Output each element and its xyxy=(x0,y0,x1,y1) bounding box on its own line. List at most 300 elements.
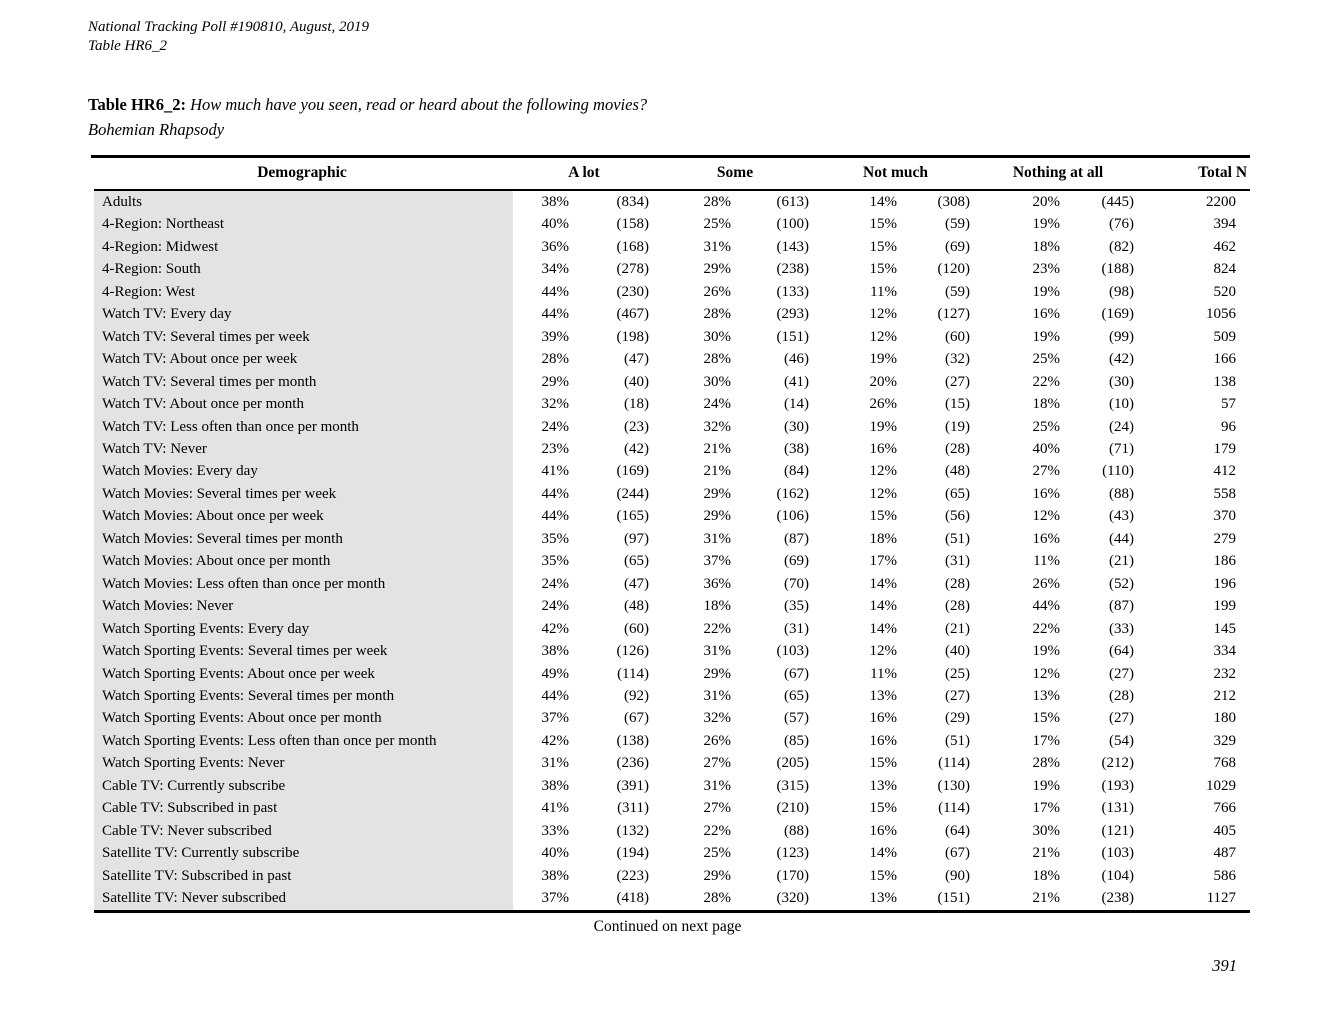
table-title-label: Table HR6_2: xyxy=(88,95,186,114)
count-cell: (230) xyxy=(616,283,649,300)
total-n-cell: 186 xyxy=(1213,553,1237,570)
header-row xyxy=(91,157,1250,191)
demographic-cell: Watch Sporting Events: Several times per week xyxy=(91,640,513,662)
total-n-cell: 138 xyxy=(1213,373,1237,390)
count-cell: (41) xyxy=(784,373,810,390)
table-row xyxy=(91,438,1250,460)
percentage-cell: 16% xyxy=(869,710,898,727)
poll-title: National Tracking Poll #190810, August, 2019 xyxy=(88,19,369,35)
count-cell: (143) xyxy=(776,238,810,255)
demographic-cell: Cable TV: Never subscribed xyxy=(91,820,513,842)
count-cell: (238) xyxy=(1101,890,1135,907)
total-n-cell: 96 xyxy=(1221,418,1237,435)
percentage-cell: 15% xyxy=(869,867,898,884)
table-row xyxy=(91,820,1250,842)
count-cell: (21) xyxy=(1109,553,1135,570)
demographic-cell: Watch TV: Less often than once per month xyxy=(91,416,513,438)
percentage-cell: 11% xyxy=(870,283,898,300)
count-cell: (104) xyxy=(1101,867,1135,884)
table-row xyxy=(91,775,1250,797)
col-header-nothing-at-all: Nothing at all xyxy=(976,157,1140,191)
table-row xyxy=(91,281,1250,303)
count-cell: (138) xyxy=(616,732,649,749)
percentage-cell: 18% xyxy=(869,530,898,547)
percentage-cell: 29% xyxy=(541,373,569,390)
table-reference: Table HR6_2 xyxy=(88,38,168,54)
percentage-cell: 28% xyxy=(703,306,731,323)
percentage-cell: 12% xyxy=(869,485,898,502)
count-cell: (158) xyxy=(616,216,649,233)
count-cell: (48) xyxy=(624,598,649,615)
count-cell: (169) xyxy=(616,463,649,480)
count-cell: (88) xyxy=(784,822,810,839)
percentage-cell: 14% xyxy=(869,575,898,592)
table-title-line xyxy=(88,92,1247,117)
count-cell: (27) xyxy=(945,687,971,704)
percentage-cell: 28% xyxy=(541,351,569,368)
count-cell: (613) xyxy=(776,194,810,210)
count-cell: (65) xyxy=(624,553,649,570)
count-cell: (27) xyxy=(1109,710,1135,727)
col-header-total-n: Total N xyxy=(1140,157,1250,191)
total-n-cell: 196 xyxy=(1213,575,1237,592)
percentage-cell: 26% xyxy=(1032,575,1061,592)
percentage-cell: 15% xyxy=(869,508,898,525)
percentage-cell: 42% xyxy=(541,732,569,749)
percentage-cell: 26% xyxy=(869,396,898,413)
col-header-demographic: Demographic xyxy=(91,157,513,191)
total-n-cell: 232 xyxy=(1213,665,1237,682)
percentage-cell: 31% xyxy=(703,530,731,547)
percentage-cell: 40% xyxy=(541,216,569,233)
percentage-cell: 21% xyxy=(1032,890,1061,907)
count-cell: (32) xyxy=(945,351,971,368)
count-cell: (33) xyxy=(1109,620,1135,637)
count-cell: (132) xyxy=(616,822,649,839)
count-cell: (151) xyxy=(937,890,971,907)
count-cell: (38) xyxy=(784,440,810,457)
table-title xyxy=(88,92,1247,142)
percentage-cell: 24% xyxy=(703,396,731,413)
count-cell: (48) xyxy=(945,463,971,480)
demographic-cell: 4-Region: South xyxy=(91,258,513,280)
percentage-cell: 22% xyxy=(703,620,731,637)
percentage-cell: 28% xyxy=(703,890,731,907)
count-cell: (19) xyxy=(945,418,971,435)
percentage-cell: 12% xyxy=(869,463,898,480)
table-row xyxy=(91,865,1250,887)
total-n-cell: 405 xyxy=(1213,822,1237,839)
continued-note: Continued on next page xyxy=(593,917,742,935)
percentage-cell: 12% xyxy=(1032,508,1061,525)
total-n-cell: 1127 xyxy=(1206,890,1237,907)
count-cell: (28) xyxy=(945,440,971,457)
count-cell: (40) xyxy=(945,643,971,660)
percentage-cell: 19% xyxy=(869,351,898,368)
percentage-cell: 34% xyxy=(541,261,569,278)
total-n-cell: 768 xyxy=(1213,755,1237,772)
table-row xyxy=(91,730,1250,752)
percentage-cell: 27% xyxy=(703,755,731,772)
count-cell: (445) xyxy=(1101,194,1135,210)
demographic-cell: Watch Movies: Never xyxy=(91,595,513,617)
percentage-cell: 12% xyxy=(1032,665,1061,682)
percentage-cell: 42% xyxy=(541,620,569,637)
percentage-cell: 14% xyxy=(869,194,898,210)
percentage-cell: 24% xyxy=(541,418,569,435)
percentage-cell: 29% xyxy=(703,508,731,525)
col-header-not-much: Not much xyxy=(815,157,976,191)
count-cell: (69) xyxy=(784,553,810,570)
demographic-cell: Cable TV: Currently subscribe xyxy=(91,775,513,797)
count-cell: (28) xyxy=(945,598,971,615)
percentage-cell: 19% xyxy=(869,418,898,435)
count-cell: (82) xyxy=(1109,238,1135,255)
table-row xyxy=(91,371,1250,393)
total-n-cell: 1056 xyxy=(1206,306,1237,323)
percentage-cell: 19% xyxy=(1032,777,1061,794)
count-cell: (64) xyxy=(1109,643,1135,660)
count-cell: (42) xyxy=(1109,351,1135,368)
col-header-a-lot: A lot xyxy=(513,157,655,191)
count-cell: (126) xyxy=(616,643,649,660)
count-cell: (52) xyxy=(1109,575,1135,592)
col-header-some: Some xyxy=(655,157,815,191)
percentage-cell: 16% xyxy=(1032,530,1061,547)
total-n-cell: 462 xyxy=(1213,238,1237,255)
total-n-cell: 586 xyxy=(1213,867,1237,884)
demographic-cell: Satellite TV: Subscribed in past xyxy=(91,865,513,887)
percentage-cell: 26% xyxy=(703,732,731,749)
count-cell: (10) xyxy=(1109,396,1135,413)
count-cell: (212) xyxy=(1101,755,1135,772)
count-cell: (131) xyxy=(1101,800,1135,817)
table-row xyxy=(91,505,1250,527)
percentage-cell: 37% xyxy=(541,710,569,727)
table-row xyxy=(91,236,1250,258)
percentage-cell: 32% xyxy=(703,710,731,727)
percentage-cell: 49% xyxy=(541,665,569,682)
count-cell: (67) xyxy=(624,710,649,727)
count-cell: (99) xyxy=(1109,328,1135,345)
percentage-cell: 16% xyxy=(869,732,898,749)
count-cell: (834) xyxy=(616,194,649,210)
percentage-cell: 30% xyxy=(703,373,731,390)
percentage-cell: 21% xyxy=(703,463,731,480)
percentage-cell: 21% xyxy=(703,440,731,457)
count-cell: (97) xyxy=(624,530,649,547)
table-row xyxy=(91,685,1250,707)
count-cell: (69) xyxy=(945,238,971,255)
total-n-cell: 179 xyxy=(1213,440,1237,457)
table-row xyxy=(91,618,1250,640)
percentage-cell: 16% xyxy=(869,440,898,457)
total-n-cell: 166 xyxy=(1213,351,1237,368)
count-cell: (70) xyxy=(784,575,810,592)
percentage-cell: 35% xyxy=(541,553,569,570)
percentage-cell: 29% xyxy=(703,261,731,278)
percentage-cell: 18% xyxy=(1032,238,1061,255)
count-cell: (46) xyxy=(784,351,810,368)
percentage-cell: 29% xyxy=(703,485,731,502)
percentage-cell: 24% xyxy=(541,598,569,615)
count-cell: (18) xyxy=(624,396,649,413)
count-cell: (14) xyxy=(784,396,810,413)
percentage-cell: 27% xyxy=(703,800,731,817)
count-cell: (51) xyxy=(945,732,971,749)
count-cell: (84) xyxy=(784,463,810,480)
total-n-cell: 2200 xyxy=(1206,194,1237,210)
table-row xyxy=(91,326,1250,348)
demographic-cell: Watch Sporting Events: About once per week xyxy=(91,663,513,685)
table-row xyxy=(91,528,1250,550)
count-cell: (92) xyxy=(624,687,649,704)
count-cell: (60) xyxy=(624,620,649,637)
total-n-cell: 412 xyxy=(1213,463,1237,480)
percentage-cell: 29% xyxy=(703,867,731,884)
percentage-cell: 15% xyxy=(869,216,898,233)
percentage-cell: 24% xyxy=(541,575,569,592)
percentage-cell: 26% xyxy=(703,283,731,300)
count-cell: (311) xyxy=(617,800,649,817)
table-row xyxy=(91,348,1250,370)
table-row xyxy=(91,416,1250,438)
percentage-cell: 32% xyxy=(703,418,731,435)
total-n-cell: 370 xyxy=(1213,508,1237,525)
table-row xyxy=(91,797,1250,819)
percentage-cell: 33% xyxy=(541,822,569,839)
count-cell: (15) xyxy=(945,396,971,413)
percentage-cell: 44% xyxy=(541,687,569,704)
demographic-cell: Watch TV: Several times per week xyxy=(91,326,513,348)
percentage-cell: 41% xyxy=(541,800,569,817)
table-row xyxy=(91,595,1250,617)
table-row xyxy=(91,303,1250,325)
percentage-cell: 22% xyxy=(1032,373,1061,390)
count-cell: (85) xyxy=(784,732,810,749)
count-cell: (278) xyxy=(616,261,649,278)
demographic-cell: Watch Movies: Several times per month xyxy=(91,528,513,550)
table-row xyxy=(91,213,1250,235)
percentage-cell: 44% xyxy=(541,306,569,323)
percentage-cell: 15% xyxy=(1032,710,1061,727)
percentage-cell: 38% xyxy=(541,194,569,210)
percentage-cell: 37% xyxy=(703,553,731,570)
demographic-cell: 4-Region: Midwest xyxy=(91,236,513,258)
percentage-cell: 19% xyxy=(1032,328,1061,345)
count-cell: (67) xyxy=(784,665,810,682)
count-cell: (64) xyxy=(945,822,971,839)
percentage-cell: 18% xyxy=(703,598,731,615)
count-cell: (67) xyxy=(945,845,971,862)
count-cell: (169) xyxy=(1101,306,1135,323)
percentage-cell: 29% xyxy=(703,665,731,682)
percentage-cell: 15% xyxy=(869,238,898,255)
crosstab-table xyxy=(88,155,1250,913)
count-cell: (21) xyxy=(945,620,971,637)
count-cell: (188) xyxy=(1101,261,1135,278)
table-row xyxy=(91,483,1250,505)
count-cell: (98) xyxy=(1109,283,1135,300)
demographic-cell: Watch Movies: Less often than once per month xyxy=(91,573,513,595)
count-cell: (120) xyxy=(937,261,971,278)
count-cell: (121) xyxy=(1101,822,1135,839)
count-cell: (127) xyxy=(937,306,971,323)
count-cell: (467) xyxy=(616,306,649,323)
count-cell: (31) xyxy=(945,553,971,570)
percentage-cell: 27% xyxy=(1032,463,1061,480)
percentage-cell: 31% xyxy=(703,643,731,660)
count-cell: (114) xyxy=(938,755,971,772)
demographic-cell: Cable TV: Subscribed in past xyxy=(91,797,513,819)
count-cell: (100) xyxy=(776,216,810,233)
table-row xyxy=(91,752,1250,774)
count-cell: (103) xyxy=(1101,845,1135,862)
demographic-cell: Watch Movies: Several times per week xyxy=(91,483,513,505)
count-cell: (106) xyxy=(776,508,810,525)
count-cell: (170) xyxy=(776,867,810,884)
count-cell: (35) xyxy=(784,598,810,615)
page-number: 391 xyxy=(1212,956,1237,975)
percentage-cell: 44% xyxy=(541,485,569,502)
count-cell: (315) xyxy=(776,777,810,794)
count-cell: (24) xyxy=(1109,418,1135,435)
count-cell: (28) xyxy=(945,575,971,592)
demographic-cell: Watch Sporting Events: Never xyxy=(91,752,513,774)
table-row xyxy=(91,887,1250,911)
percentage-cell: 28% xyxy=(703,194,731,210)
percentage-cell: 31% xyxy=(541,755,569,772)
count-cell: (236) xyxy=(616,755,649,772)
table-row xyxy=(91,640,1250,662)
total-n-cell: 394 xyxy=(1213,216,1237,233)
count-cell: (238) xyxy=(776,261,810,278)
count-cell: (51) xyxy=(945,530,971,547)
count-cell: (27) xyxy=(945,373,971,390)
count-cell: (76) xyxy=(1109,216,1135,233)
percentage-cell: 20% xyxy=(869,373,898,390)
count-cell: (114) xyxy=(938,800,971,817)
count-cell: (71) xyxy=(1109,440,1135,457)
count-cell: (47) xyxy=(624,575,649,592)
count-cell: (198) xyxy=(616,328,649,345)
count-cell: (44) xyxy=(1109,530,1135,547)
percentage-cell: 14% xyxy=(869,620,898,637)
count-cell: (194) xyxy=(616,845,649,862)
percentage-cell: 36% xyxy=(703,575,731,592)
total-n-cell: 199 xyxy=(1213,598,1237,615)
demographic-cell: Watch Sporting Events: Every day xyxy=(91,618,513,640)
count-cell: (162) xyxy=(776,485,810,502)
total-n-cell: 766 xyxy=(1213,800,1237,817)
percentage-cell: 35% xyxy=(541,530,569,547)
percentage-cell: 23% xyxy=(1032,261,1061,278)
percentage-cell: 38% xyxy=(541,777,569,794)
percentage-cell: 38% xyxy=(541,643,569,660)
percentage-cell: 19% xyxy=(1032,643,1061,660)
count-cell: (205) xyxy=(776,755,810,772)
demographic-cell: Watch TV: Never xyxy=(91,438,513,460)
total-n-cell: 558 xyxy=(1213,485,1237,502)
count-cell: (59) xyxy=(945,216,971,233)
percentage-cell: 11% xyxy=(870,665,898,682)
percentage-cell: 41% xyxy=(541,463,569,480)
demographic-cell: Watch Sporting Events: About once per month xyxy=(91,707,513,729)
percentage-cell: 15% xyxy=(869,755,898,772)
percentage-cell: 11% xyxy=(1033,553,1061,570)
demographic-cell: Watch Sporting Events: Several times per month xyxy=(91,685,513,707)
percentage-cell: 23% xyxy=(541,440,569,457)
percentage-cell: 19% xyxy=(1032,216,1061,233)
demographic-cell: Watch TV: About once per month xyxy=(91,393,513,415)
percentage-cell: 28% xyxy=(703,351,731,368)
percentage-cell: 18% xyxy=(1032,396,1061,413)
percentage-cell: 31% xyxy=(703,238,731,255)
demographic-cell: Watch TV: Several times per month xyxy=(91,371,513,393)
table-row xyxy=(91,573,1250,595)
count-cell: (90) xyxy=(945,867,971,884)
percentage-cell: 31% xyxy=(703,777,731,794)
count-cell: (293) xyxy=(776,306,810,323)
count-cell: (223) xyxy=(616,867,649,884)
percentage-cell: 14% xyxy=(869,598,898,615)
count-cell: (47) xyxy=(624,351,649,368)
percentage-cell: 22% xyxy=(1032,620,1061,637)
count-cell: (244) xyxy=(616,485,649,502)
count-cell: (42) xyxy=(624,440,649,457)
percentage-cell: 44% xyxy=(1032,598,1061,615)
count-cell: (60) xyxy=(945,328,971,345)
table-row xyxy=(91,393,1250,415)
count-cell: (23) xyxy=(624,418,649,435)
count-cell: (43) xyxy=(1109,508,1135,525)
count-cell: (193) xyxy=(1101,777,1135,794)
count-cell: (65) xyxy=(945,485,971,502)
count-cell: (59) xyxy=(945,283,971,300)
total-n-cell: 487 xyxy=(1213,845,1237,862)
demographic-cell: Watch Sporting Events: Less often than once per month xyxy=(91,730,513,752)
count-cell: (168) xyxy=(616,238,649,255)
percentage-cell: 40% xyxy=(1032,440,1061,457)
percentage-cell: 12% xyxy=(869,306,898,323)
percentage-cell: 17% xyxy=(869,553,898,570)
demographic-cell: Adults xyxy=(91,190,513,213)
demographic-cell: 4-Region: West xyxy=(91,281,513,303)
percentage-cell: 15% xyxy=(869,261,898,278)
count-cell: (28) xyxy=(1109,687,1135,704)
total-n-cell: 824 xyxy=(1213,261,1237,278)
table-row xyxy=(91,842,1250,864)
table-row xyxy=(91,258,1250,280)
percentage-cell: 25% xyxy=(1032,418,1061,435)
percentage-cell: 37% xyxy=(541,890,569,907)
total-n-cell: 334 xyxy=(1213,643,1237,660)
percentage-cell: 15% xyxy=(869,800,898,817)
percentage-cell: 19% xyxy=(1032,283,1061,300)
demographic-cell: Watch Movies: About once per month xyxy=(91,550,513,572)
percentage-cell: 13% xyxy=(869,687,898,704)
table-title-subject: Bohemian Rhapsody xyxy=(88,120,225,139)
percentage-cell: 44% xyxy=(541,283,569,300)
count-cell: (320) xyxy=(776,890,810,907)
percentage-cell: 38% xyxy=(541,867,569,884)
total-n-cell: 57 xyxy=(1221,396,1237,413)
percentage-cell: 20% xyxy=(1032,194,1061,210)
demographic-cell: Satellite TV: Never subscribed xyxy=(91,887,513,911)
percentage-cell: 21% xyxy=(1032,845,1061,862)
percentage-cell: 28% xyxy=(1032,755,1061,772)
count-cell: (418) xyxy=(616,890,649,907)
